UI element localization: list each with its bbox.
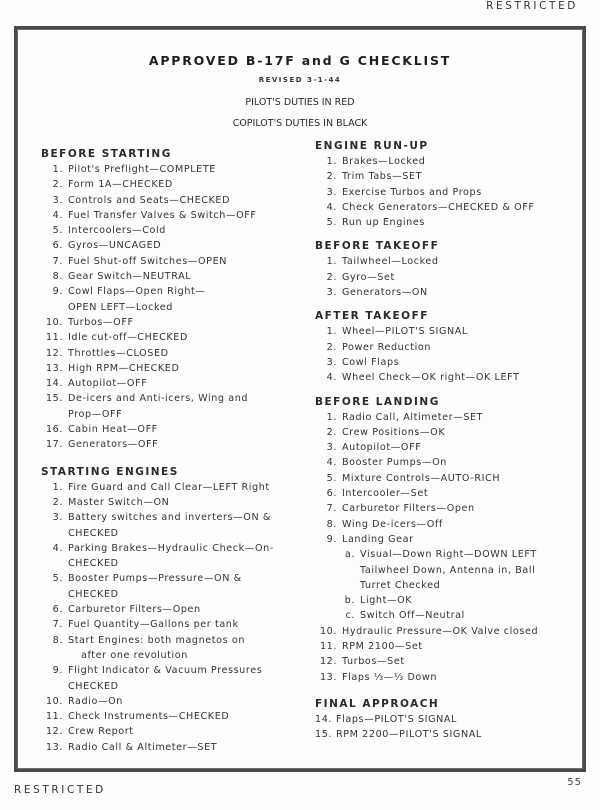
classification-top: RESTRICTED xyxy=(486,0,578,12)
item-number: 15. xyxy=(315,729,333,741)
item-number: 11. xyxy=(319,641,337,653)
item-number: 5. xyxy=(326,217,337,229)
item-number: 5. xyxy=(326,472,337,484)
item-number: 4. xyxy=(52,209,63,221)
item-text: Mixture Controls—AUTO-RICH xyxy=(342,472,501,484)
list-item xyxy=(315,712,577,727)
item-text: Wheel Check—OK right—OK LEFT xyxy=(342,372,520,384)
item-number: 4. xyxy=(326,372,337,384)
item-number: 7. xyxy=(326,503,337,515)
list-item xyxy=(315,486,577,501)
list-item xyxy=(315,455,577,470)
item-number: 12. xyxy=(45,347,63,359)
item-text: Gyros—UNCAGED xyxy=(68,240,162,252)
list-item xyxy=(315,200,577,215)
item-number: 8. xyxy=(52,271,63,283)
list-item xyxy=(41,391,306,406)
item-number: 2. xyxy=(326,271,337,283)
item-number: 3. xyxy=(326,356,337,368)
section-after-takeoff xyxy=(315,309,577,385)
list-item xyxy=(315,154,577,169)
item-text: Cowl Flaps xyxy=(342,356,400,368)
list-item xyxy=(41,361,306,376)
item-number: 5. xyxy=(52,225,63,237)
section-title: STARTING ENGINES xyxy=(41,465,179,478)
list-item xyxy=(315,370,577,385)
item-number: 5. xyxy=(52,573,63,585)
section-engine-run-up xyxy=(315,139,577,230)
left-column xyxy=(41,147,306,764)
list-item xyxy=(315,254,577,269)
item-number: 11. xyxy=(45,332,63,344)
item-text: Cowl Flaps—Open Right— xyxy=(68,286,206,298)
legend-copilot: COPILOT'S DUTIES IN BLACK xyxy=(232,118,368,129)
right-column xyxy=(315,139,577,752)
item-number: 2. xyxy=(326,171,337,183)
section-final-approach xyxy=(315,697,577,743)
list-item xyxy=(315,501,577,516)
item-number: 13. xyxy=(45,741,63,753)
item-number: 3. xyxy=(326,287,337,299)
list-item xyxy=(315,340,577,355)
item-number: 12. xyxy=(319,656,337,668)
item-number: 4. xyxy=(326,457,337,469)
list-item xyxy=(41,254,306,269)
list-item xyxy=(315,355,577,370)
item-text: Form 1A—CHECKED xyxy=(68,179,173,191)
item-number: 10. xyxy=(45,695,63,707)
item-number: 4. xyxy=(326,201,337,213)
item-text: Run up Engines xyxy=(342,217,425,229)
page-title: APPROVED B-17F and G CHECKLIST xyxy=(148,53,452,68)
list-item xyxy=(315,185,577,200)
item-text: Visual—Down Right—DOWN LEFT xyxy=(360,549,537,561)
item-text: RPM 2200—PILOT'S SIGNAL xyxy=(336,729,482,741)
item-text: Crew Positions—OK xyxy=(342,426,446,438)
classification-bottom: RESTRICTED xyxy=(14,784,106,796)
item-text: Intercoolers—Cold xyxy=(68,225,166,237)
item-text: Wing De-icers—Off xyxy=(342,518,443,530)
item-text: Flaps ⅓—⅓ Down xyxy=(342,671,438,683)
item-text: Autopilot—OFF xyxy=(342,442,422,454)
item-text: Idle cut-off—CHECKED xyxy=(68,332,188,344)
item-number: 2. xyxy=(326,341,337,353)
item-number: 13. xyxy=(319,671,337,683)
list-item-continuation: after one revolution xyxy=(81,649,188,661)
list-subitem xyxy=(315,608,577,623)
item-number: 6. xyxy=(52,604,63,616)
section-title: BEFORE LANDING xyxy=(315,395,440,408)
item-number: 9. xyxy=(52,286,63,298)
list-item xyxy=(41,602,306,617)
item-text: Generators—OFF xyxy=(68,439,159,451)
item-text: Carburetor Filters—Open xyxy=(342,503,475,515)
item-text: Carburetor Filters—Open xyxy=(68,604,201,616)
item-text: Throttles—CLOSED xyxy=(68,347,169,359)
list-item xyxy=(315,440,577,455)
item-text: RPM 2100—Set xyxy=(342,641,423,653)
page-number: 55 xyxy=(567,777,582,788)
item-text: Turbos—OFF xyxy=(68,316,134,328)
list-item xyxy=(41,177,306,192)
list-item-continuation: CHECKED xyxy=(68,527,119,539)
section-before-takeoff xyxy=(315,239,577,300)
item-text: Landing Gear xyxy=(342,533,414,545)
item-text: Fuel Shut-off Switches—OPEN xyxy=(68,255,228,267)
item-text: Gyro—Set xyxy=(342,271,395,283)
item-number: 1. xyxy=(326,156,337,167)
item-number: 14. xyxy=(315,713,333,725)
list-item xyxy=(41,269,306,284)
item-text: Power Reduction xyxy=(342,341,432,353)
list-item xyxy=(41,162,306,177)
list-item xyxy=(41,437,306,452)
list-item xyxy=(315,624,577,639)
item-number: 1. xyxy=(52,481,63,493)
item-text: Parking Brakes—Hydraulic Check—On- xyxy=(68,542,274,554)
item-number: 2. xyxy=(52,496,63,508)
item-number: 9. xyxy=(326,533,337,545)
section-starting-engines xyxy=(41,465,306,755)
item-letter: c. xyxy=(345,610,355,622)
item-text: Intercooler—Set xyxy=(342,488,429,500)
checklist-frame xyxy=(14,26,586,772)
item-number: 8. xyxy=(326,518,337,530)
item-number: 3. xyxy=(52,512,63,524)
item-text: Booster Pumps—Pressure—ON & xyxy=(68,573,242,585)
item-text: Light—OK xyxy=(360,595,413,607)
item-number: 7. xyxy=(52,255,63,267)
item-text: Controls and Seats—CHECKED xyxy=(68,194,231,206)
list-item xyxy=(41,694,306,709)
list-item xyxy=(315,532,577,547)
list-item xyxy=(41,480,306,495)
item-text: Start Engines: both magnetos on xyxy=(68,634,246,646)
item-number: 1. xyxy=(326,326,337,338)
list-item xyxy=(41,495,306,510)
item-text: Flight Indicator & Vacuum Pressures xyxy=(68,665,263,677)
item-number: 4. xyxy=(52,542,63,554)
item-number: 10. xyxy=(45,316,63,328)
list-item xyxy=(41,223,306,238)
item-number: 3. xyxy=(326,186,337,198)
list-item-continuation: CHECKED xyxy=(68,588,119,600)
section-title: ENGINE RUN-UP xyxy=(315,140,429,152)
item-number: 6. xyxy=(52,240,63,252)
list-item xyxy=(41,633,306,648)
item-text: Crew Report xyxy=(68,726,134,738)
item-text: Fire Guard and Call Clear—LEFT Right xyxy=(68,481,270,493)
list-item xyxy=(315,517,577,532)
list-item xyxy=(41,709,306,724)
item-number: 7. xyxy=(52,619,63,631)
list-item xyxy=(41,663,306,678)
list-item-continuation: CHECKED xyxy=(68,680,119,692)
list-item xyxy=(41,541,306,556)
item-number: 1. xyxy=(52,164,63,175)
legend-pilot: PILOT'S DUTIES IN RED xyxy=(245,97,355,108)
item-letter: b. xyxy=(344,595,355,607)
list-item xyxy=(41,510,306,525)
list-item xyxy=(41,330,306,345)
list-item xyxy=(41,238,306,253)
list-item-continuation: Tailwheel Down, Antenna in, Ball xyxy=(360,564,536,576)
item-number: 8. xyxy=(52,634,63,646)
list-item xyxy=(41,740,306,755)
list-item xyxy=(315,324,577,339)
item-text: Hydraulic Pressure—OK Valve closed xyxy=(342,625,539,637)
item-text: Exercise Turbos and Props xyxy=(342,186,482,198)
item-number: 2. xyxy=(52,179,63,191)
item-text: Cabin Heat—OFF xyxy=(68,424,158,436)
item-number: 15. xyxy=(45,393,63,405)
item-number: 10. xyxy=(319,625,337,637)
item-number: 12. xyxy=(45,726,63,738)
item-text: Flaps—PILOT'S SIGNAL xyxy=(336,713,457,725)
item-text: Brakes—Locked xyxy=(342,156,426,167)
item-number: 1. xyxy=(326,411,337,423)
list-subitem xyxy=(315,593,577,608)
list-item xyxy=(41,724,306,739)
item-text: Booster Pumps—On xyxy=(342,457,447,469)
list-item xyxy=(315,215,577,230)
list-subitem xyxy=(315,547,577,562)
list-item xyxy=(41,193,306,208)
item-text: Wheel—PILOT'S SIGNAL xyxy=(342,326,468,338)
list-item xyxy=(41,571,306,586)
list-item xyxy=(41,376,306,391)
item-text: Master Switch—ON xyxy=(68,496,170,508)
item-text: Fuel Quantity—Gallons per tank xyxy=(68,619,239,631)
list-item-continuation: OPEN LEFT—Locked xyxy=(68,301,173,313)
list-item xyxy=(315,410,577,425)
item-text: De-icers and Anti-icers, Wing and xyxy=(68,393,249,405)
item-number: 11. xyxy=(45,711,63,723)
item-text: Check Generators—CHECKED & OFF xyxy=(342,201,535,213)
list-item-continuation: Turret Checked xyxy=(360,579,441,591)
list-item xyxy=(315,270,577,285)
section-before-landing xyxy=(315,395,577,685)
item-text: Radio Call, Altimeter—SET xyxy=(342,411,484,423)
item-text: Check Instruments—CHECKED xyxy=(68,711,230,723)
list-item-continuation: Prop—OFF xyxy=(68,408,123,420)
list-item xyxy=(41,284,306,299)
item-number: 16. xyxy=(45,424,63,436)
item-text: Trim Tabs—SET xyxy=(342,171,423,183)
item-text: High RPM—CHECKED xyxy=(68,362,180,374)
item-text: Generators—ON xyxy=(342,287,428,299)
section-before-starting xyxy=(41,147,306,453)
list-item xyxy=(41,346,306,361)
list-item xyxy=(315,727,577,742)
item-text: Turbos—Set xyxy=(342,656,405,668)
item-number: 13. xyxy=(45,362,63,374)
item-number: 6. xyxy=(326,488,337,500)
item-number: 3. xyxy=(326,442,337,454)
item-number: 1. xyxy=(326,256,337,268)
section-title: FINAL APPROACH xyxy=(315,697,440,710)
list-item xyxy=(41,208,306,223)
list-item xyxy=(41,315,306,330)
item-text: Radio Call & Altimeter—SET xyxy=(68,741,218,753)
list-item xyxy=(315,471,577,486)
section-title: AFTER TAKEOFF xyxy=(315,310,429,323)
item-text: Fuel Transfer Valves & Switch—OFF xyxy=(68,209,257,221)
revision-date: REVISED 3-1-44 xyxy=(258,76,342,84)
item-text: Switch Off—Neutral xyxy=(360,610,465,622)
list-item xyxy=(315,285,577,300)
list-item xyxy=(315,639,577,654)
section-title: BEFORE TAKEOFF xyxy=(315,240,440,253)
list-item xyxy=(315,670,577,685)
list-item xyxy=(41,617,306,632)
item-number: 17. xyxy=(45,439,63,451)
list-item-continuation: CHECKED xyxy=(68,558,119,570)
item-text: Radio—On xyxy=(68,695,123,707)
item-text: Tailwheel—Locked xyxy=(342,256,439,268)
list-item xyxy=(41,422,306,437)
item-number: 9. xyxy=(52,665,63,677)
list-item xyxy=(315,425,577,440)
item-text: Battery switches and inverters—ON & xyxy=(68,512,271,524)
item-text: Gear Switch—NEUTRAL xyxy=(68,271,192,283)
section-title: BEFORE STARTING xyxy=(41,148,172,160)
item-number: 3. xyxy=(52,194,63,206)
list-item xyxy=(315,654,577,669)
item-letter: a. xyxy=(344,549,355,561)
item-text: Pilot's Preflight—COMPLETE xyxy=(68,164,216,175)
list-item xyxy=(315,169,577,184)
item-text: Autopilot—OFF xyxy=(68,378,148,390)
item-number: 14. xyxy=(45,378,63,390)
item-number: 2. xyxy=(326,426,337,438)
